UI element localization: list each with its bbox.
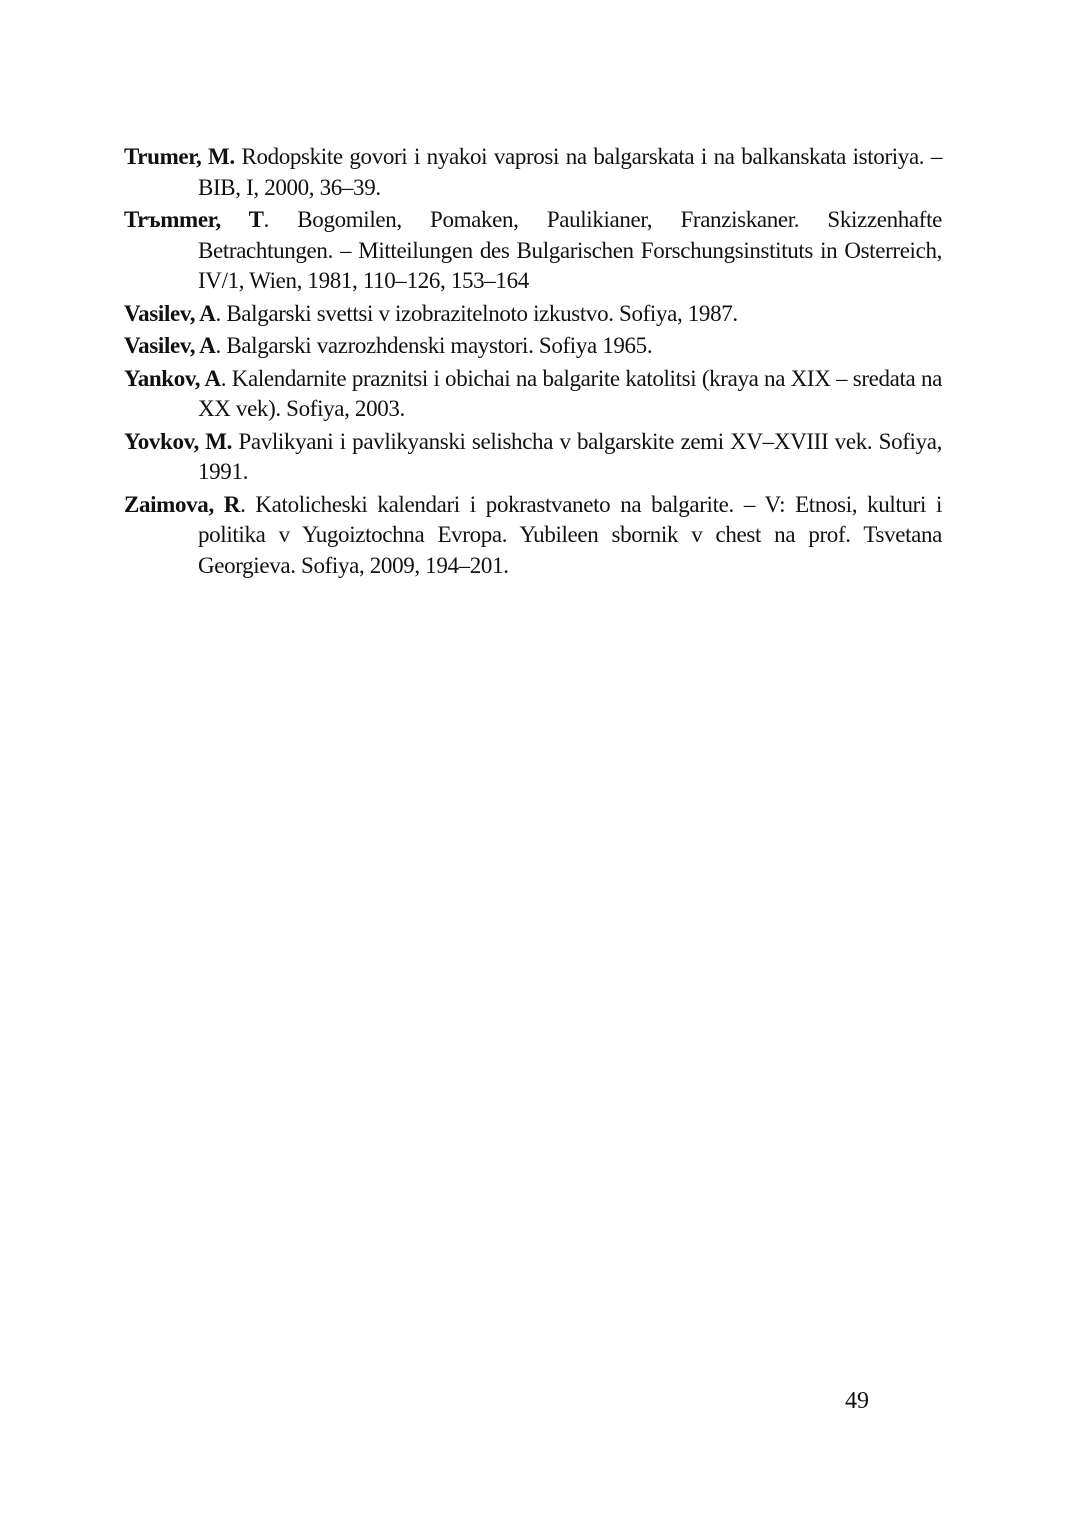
bibliography-entry [124,427,942,488]
entry-text: . Balgarski vazrozhdenski maystori. Sofiya 1965. [215,333,653,358]
entry-text: . Balgarski svettsi v izobrazitelnoto izkustvo. Sofiya, 1987. [215,300,738,326]
bibliography-entry [124,364,942,425]
bibliography-entry [124,205,942,297]
entry-author: Yankov, A [124,365,221,391]
bibliography-list [124,142,942,583]
entry-author: Vasilev, A [124,300,216,326]
entry-author: Yovkov, M. [124,428,233,454]
entry-text: . Katolicheski kalendari i pokrastvaneto na balgarite. – V: Etnosi, kulturi i politika v Yugoiztochna Evropa. Yubileen sbornik v chest na prof. Tsvetana Georgieva. Sofiya, 2009, 194–201. [198,491,942,578]
entry-text: Pavlikyani i pavlikyanski selishcha v balgarskite zemi XV–XVIII vek. Sofiya, 1991. [198,428,942,484]
entry-author: Zaimova, R [124,491,241,517]
entry-text: Rodopskite govori i nyakoi vaprosi na balgarskata i na balkanskata istoriya. – BIB, I, 2000, 36–39. [198,144,942,200]
bibliography-entry [124,299,942,330]
bibliography-entry [124,490,942,582]
bibliography-entry [124,331,942,362]
entry-text: . Bogomilen, Pomaken, Paulikianer, Franziskaner. Skizzenhafte Betrachtungen. – Mitteilungen des Bulgarischen Forschungsinstituts in Osterreich, IV/1, Wien, 1981, 110–126, 153–164 [198,207,942,293]
entry-author: Vasilev, A [124,333,216,358]
bibliography-entry [124,142,942,203]
entry-author: Trumer, M. [124,144,235,169]
entry-author: Trъmmer, T [124,207,264,232]
entry-text: . Kalendarnite praznitsi i obichai na balgarite katolitsi (kraya na XIX – sredata na XX vek). Sofiya, 2003. [198,365,942,421]
page-number: 49 [845,1388,869,1414]
